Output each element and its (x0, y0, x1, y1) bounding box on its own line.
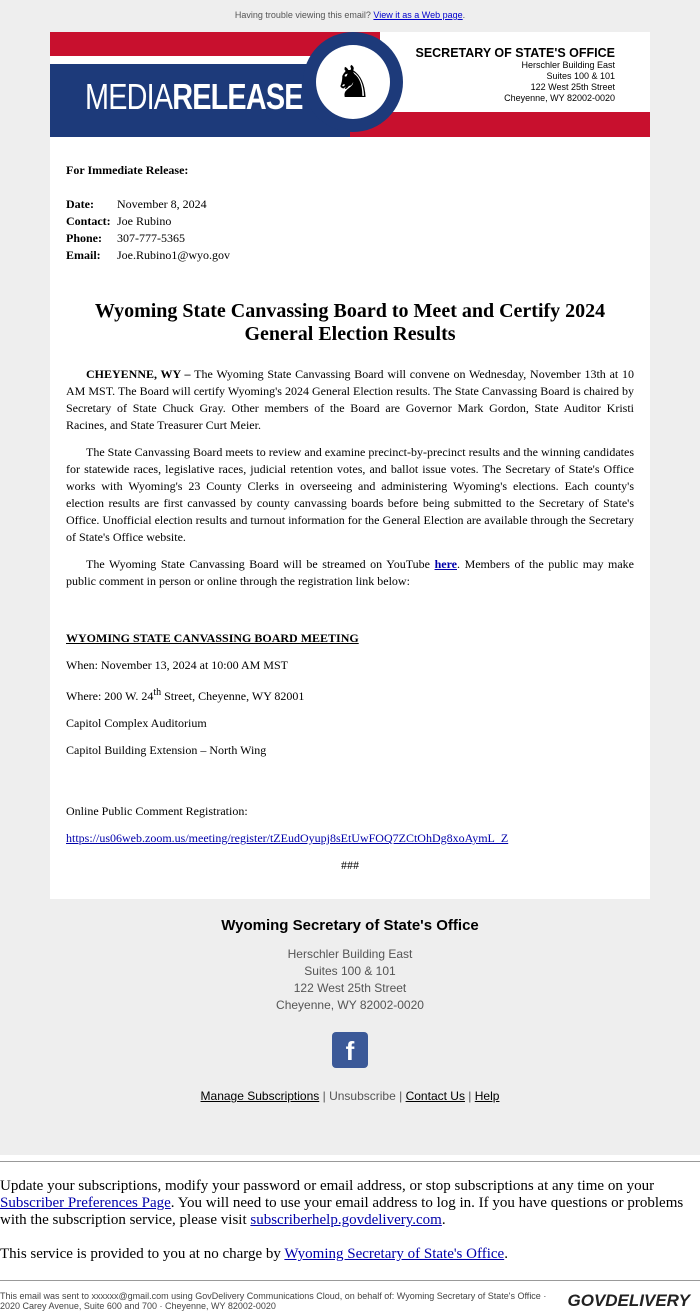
horse-rider-icon: ♞ (316, 45, 390, 119)
unsubscribe-link[interactable]: Unsubscribe (329, 1089, 396, 1103)
service-text: This service is provided to you at no charge by Wyoming Secretary of State's Office. (0, 1246, 700, 1263)
meeting-when: When: November 13, 2024 at 10:00 AM MST (66, 657, 634, 674)
separator: | (399, 1089, 402, 1103)
youtube-link[interactable]: here (435, 557, 457, 571)
footer-org-name: Wyoming Secretary of State's Office (0, 917, 700, 934)
registration-label: Online Public Comment Registration: (66, 803, 634, 820)
view-web-page-link[interactable]: View it as a Web page (373, 10, 462, 20)
meta-key: Date: (66, 196, 117, 213)
sent-to-text: This email was sent to xxxxxx@gmail.com using GovDelivery Communications Cloud, on behalf of: Wyoming Secretary of State's Office · 2020 Carey Avenue, Suite 600 and 700 · Cheyenne, WY 82002-0020 (0, 1291, 568, 1311)
meta-value: 307-777-5365 (117, 230, 230, 247)
office-name: SECRETARY OF STATE'S OFFICE (415, 46, 615, 60)
delivery-footer (0, 1280, 700, 1315)
office-address-block (415, 46, 615, 104)
meta-value: Joe Rubino (117, 213, 230, 230)
immediate-release-label: For Immediate Release: (66, 162, 634, 179)
subscriber-preferences-link[interactable]: Subscriber Preferences Page (0, 1195, 171, 1211)
media-release-banner (50, 32, 650, 137)
registration-link[interactable]: https://us06web.zoom.us/meeting/register/tZEudOyupj8sEtUwFOQ7ZCtOhDg8xoAymL_Z (66, 831, 508, 845)
separator: | (468, 1089, 471, 1103)
subscription-text: Update your subscriptions, modify your password or email address, or stop subscriptions at any time on your Subscriber Preferences Page. You will need to use your email address to log in. If you have questions or problems with the subscription service, please visit subscriberhelp.govdelivery.com. (0, 1178, 700, 1229)
release-content (50, 137, 650, 899)
media-release-title: MEDIARELEASE (85, 76, 303, 118)
meta-key: Contact: (66, 213, 117, 230)
meeting-venue: Capitol Building Extension – North Wing (66, 742, 634, 759)
footer-address-line: Suites 100 & 101 (0, 963, 700, 980)
manage-subscriptions-link[interactable]: Manage Subscriptions (201, 1089, 320, 1103)
paragraph: The Wyoming State Canvassing Board will be streamed on YouTube here. Members of the public may make public comment in person or online through the registration link below: (66, 556, 634, 590)
meeting-heading: WYOMING STATE CANVASSING BOARD MEETING (66, 630, 634, 647)
footer-links (0, 1088, 700, 1105)
meta-value: November 8, 2024 (117, 196, 230, 213)
sos-office-link[interactable]: Wyoming Secretary of State's Office (284, 1246, 504, 1262)
meta-value: Joe.Rubino1@wyo.gov (117, 247, 230, 264)
address-line: Suites 100 & 101 (415, 71, 615, 82)
headline: Wyoming State Canvassing Board to Meet and Certify 2024 General Election Results (86, 300, 614, 346)
preheader-text: Having trouble viewing this email? (235, 10, 371, 20)
help-link[interactable]: Help (475, 1089, 500, 1103)
meeting-where: Where: 200 W. 24th Street, Cheyenne, WY 82001 (66, 684, 634, 705)
paragraph: CHEYENNE, WY – The Wyoming State Canvassing Board will convene on Wednesday, November 13th at 10 AM MST. The Board will certify Wyoming's 2024 General Election results. The State Canvassing Board is chaired by Secretary of State Chuck Gray. Other members of the Board are Governor Mark Gordon, State Auditor Kristi Racines, and State Treasurer Curt Meier. (66, 366, 634, 434)
facebook-icon[interactable]: f (332, 1032, 368, 1068)
contact-us-link[interactable]: Contact Us (406, 1089, 465, 1103)
meta-key: Phone: (66, 230, 117, 247)
footer-address-line: Herschler Building East (0, 946, 700, 963)
address-line: Herschler Building East (415, 60, 615, 71)
contact-info (66, 196, 230, 264)
address-line: 122 West 25th Street (415, 82, 615, 93)
address-line: Cheyenne, WY 82002-0020 (415, 93, 615, 104)
bucking-horse-logo (303, 32, 403, 132)
banner-stripe (350, 112, 650, 137)
govdelivery-logo: GOVDELIVERY (568, 1291, 700, 1311)
dateline: CHEYENNE, WY – (86, 367, 191, 381)
subscription-notice (0, 1161, 700, 1315)
footer-address-line: 122 West 25th Street (0, 980, 700, 997)
meta-key: Email: (66, 247, 117, 264)
separator: | (323, 1089, 326, 1103)
release-card (50, 32, 650, 899)
subscriber-help-link[interactable]: subscriberhelp.govdelivery.com (250, 1212, 441, 1228)
end-mark: ### (66, 857, 634, 874)
meeting-venue: Capitol Complex Auditorium (66, 715, 634, 732)
paragraph: The State Canvassing Board meets to review and examine precinct-by-precinct results and the winning candidates for statewide races, legislative races, judicial retention votes, and ballot issue votes. The Secretary of State's Office works with Wyoming's 23 County Clerks in overseeing and administering Wyoming's elections. Each county's election results are first canvassed by county canvassing boards before being submitted to the Secretary of State's Office. Unofficial election results and turnout information for the General Election are available through the Secretary of State's Office website. (66, 444, 634, 546)
footer-address-line: Cheyenne, WY 82002-0020 (0, 997, 700, 1014)
sender-footer (0, 899, 700, 1105)
preheader: Having trouble viewing this email? View it as a Web page. (0, 10, 700, 32)
